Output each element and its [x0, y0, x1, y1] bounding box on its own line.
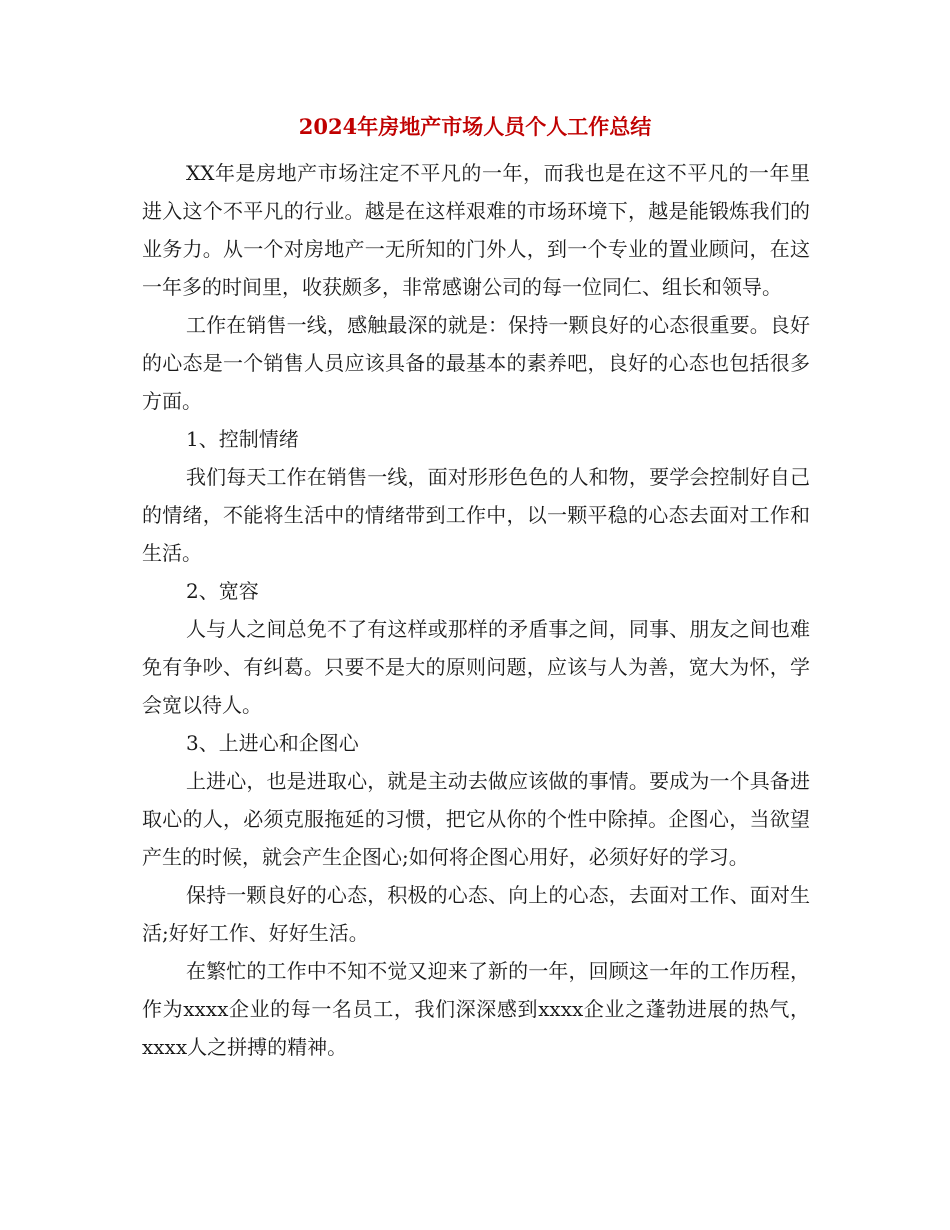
section-heading-emotion: 1、控制情绪 — [186, 427, 299, 451]
paragraph-tolerance: 人与人之间总免不了有这样或那样的矛盾事之间，同事、朋友之间也难免有争吵、有纠葛。只要不是大的原则问题，应该与人为善，宽大为怀，学会宽以待人。 — [142, 617, 810, 717]
document-title: 2024年房地产市场人员个人工作总结 — [298, 114, 652, 139]
section-heading-ambition: 3、上进心和企图心 — [186, 731, 359, 755]
document-body — [142, 154, 810, 1066]
section-heading-tolerance: 2、宽容 — [186, 579, 259, 603]
paragraph-review: 在繁忙的工作中不知不觉又迎来了新的一年，回顾这一年的工作历程，作为xxxx企业的每一名员工，我们深深感到xxxx企业之蓬勃进展的热气，xxxx人之拼搏的精神。 — [142, 959, 810, 1059]
paragraph-ambition: 上进心，也是进取心，就是主动去做应该做的事情。要成为一个具备进取心的人，必须克服拖延的习惯，把它从你的个性中除掉。企图心，当欲望产生的时候，就会产生企图心;如何将企图心用好，必须好好的学习。 — [142, 769, 810, 869]
paragraph-intro: XX年是房地产市场注定不平凡的一年，而我也是在这不平凡的一年里进入这个不平凡的行业。越是在这样艰难的市场环境下，越是能锻炼我们的业务力。从一个对房地产一无所知的门外人，到一个专业的置业顾问，在这一年多的时间里，收获颇多，非常感谢公司的每一位同仁、组长和领导。 — [142, 161, 810, 299]
paragraph-attitude: 保持一颗良好的心态，积极的心态、向上的心态，去面对工作、面对生活;好好工作、好好生活。 — [142, 883, 810, 945]
paragraph-emotion: 我们每天工作在销售一线，面对形形色色的人和物，要学会控制好自己的情绪，不能将生活中的情绪带到工作中，以一颗平稳的心态去面对工作和生活。 — [142, 465, 810, 565]
paragraph-mindset: 工作在销售一线，感触最深的就是：保持一颗良好的心态很重要。良好的心态是一个销售人员应该具备的最基本的素养吧，良好的心态也包括很多方面。 — [142, 313, 810, 413]
